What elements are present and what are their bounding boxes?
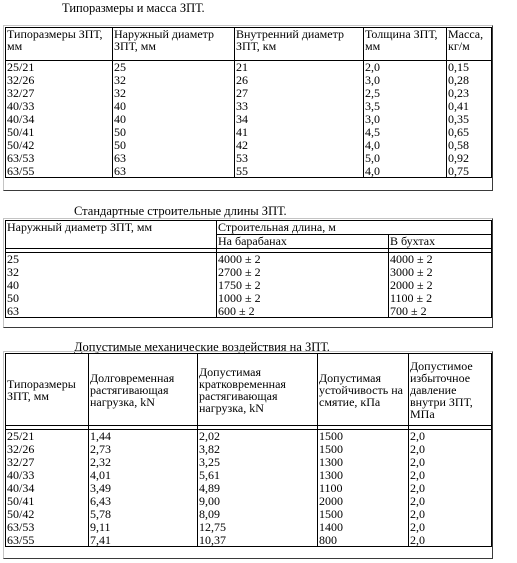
- table-row: [6, 469, 492, 482]
- table-row: [6, 292, 492, 305]
- table-cell: 63: [113, 165, 235, 178]
- table-row: [6, 279, 492, 292]
- table-cell: 2000: [318, 495, 409, 508]
- table-cell: 2700 ± 2: [217, 266, 389, 279]
- table-cell: 0,92: [447, 152, 492, 165]
- table-cell: 2,5: [364, 87, 447, 100]
- table-cell: 42: [235, 139, 364, 152]
- table-cell: 5,61: [198, 469, 318, 482]
- table-row: [6, 87, 492, 100]
- table-cell: 41: [235, 126, 364, 139]
- table-cell: 21: [235, 61, 364, 74]
- table-row: [6, 456, 492, 469]
- table-cell: 63/55: [6, 165, 113, 178]
- table3-header-short-term-load: Допустимая кратковременная растягивающая нагрузка, kN: [198, 354, 318, 426]
- table-row: [6, 113, 492, 126]
- table-cell: 2,0: [409, 508, 492, 521]
- table2-header-diameter: Наружный диаметр ЗПТ, мм: [6, 221, 217, 249]
- table-cell: 2,0: [409, 521, 492, 534]
- table2-header-drums: На барабанах: [217, 235, 389, 249]
- table2-body: [6, 253, 492, 318]
- table-cell: 2000 ± 2: [389, 279, 492, 292]
- table-cell: 63/53: [6, 521, 89, 534]
- table-cell: 27: [235, 87, 364, 100]
- table-row: [6, 152, 492, 165]
- table-cell: 2,0: [409, 534, 492, 547]
- table3: [5, 353, 492, 547]
- table-cell: 1400: [318, 521, 409, 534]
- table-row: [6, 305, 492, 318]
- table1: [5, 27, 492, 178]
- table-cell: 63/53: [6, 152, 113, 165]
- table-cell: 3000 ± 2: [389, 266, 492, 279]
- table-cell: 63: [113, 152, 235, 165]
- table-cell: 4,01: [89, 469, 198, 482]
- table-cell: 32/27: [6, 456, 89, 469]
- table-cell: 25/21: [6, 61, 113, 74]
- table-cell: 50: [6, 292, 217, 305]
- table3-header-long-term-load: Долговременная растягивающая нагрузка, kN: [89, 354, 198, 426]
- table-cell: 25: [113, 61, 235, 74]
- table-cell: 40/33: [6, 469, 89, 482]
- table-cell: 3,25: [198, 456, 318, 469]
- table-cell: 50: [113, 139, 235, 152]
- table-cell: 4,5: [364, 126, 447, 139]
- table3-header-crush-resistance: Допустимая устойчивость на смятие, кПа: [318, 354, 409, 426]
- table-row: [6, 253, 492, 266]
- table-row: [6, 534, 492, 547]
- table-cell: 50/42: [6, 508, 89, 521]
- table-cell: 2,0: [409, 482, 492, 495]
- table-cell: 7,41: [89, 534, 198, 547]
- table3-body: [6, 430, 492, 547]
- table-cell: 0,41: [447, 100, 492, 113]
- table-cell: 0,65: [447, 126, 492, 139]
- table-row: [6, 266, 492, 279]
- table2: [5, 220, 492, 318]
- table-cell: 3,49: [89, 482, 198, 495]
- table-cell: 32: [113, 74, 235, 87]
- table-cell: 4000 ± 2: [389, 253, 492, 266]
- table-cell: 1500: [318, 430, 409, 443]
- table-cell: 2,0: [409, 469, 492, 482]
- table-cell: 50: [113, 126, 235, 139]
- table-cell: 8,09: [198, 508, 318, 521]
- table-cell: 1,44: [89, 430, 198, 443]
- table-cell: 5,78: [89, 508, 198, 521]
- table-row: [6, 100, 492, 113]
- table-cell: 0,75: [447, 165, 492, 178]
- table-row: [6, 443, 492, 456]
- table-row: [6, 61, 492, 74]
- table1-header-thickness: Толщина ЗПТ, мм: [364, 28, 447, 61]
- table1-body: [6, 61, 492, 178]
- table-cell: 55: [235, 165, 364, 178]
- table-cell: 0,28: [447, 74, 492, 87]
- table-cell: 32/27: [6, 87, 113, 100]
- table-cell: 4,89: [198, 482, 318, 495]
- table-cell: 3,82: [198, 443, 318, 456]
- table-cell: 2,02: [198, 430, 318, 443]
- table-row: [6, 430, 492, 443]
- table2-header-coils: В бухтах: [389, 235, 492, 249]
- table-cell: 3,5: [364, 100, 447, 113]
- table-cell: 2,0: [409, 430, 492, 443]
- table-row: [6, 139, 492, 152]
- table1-header-outer-diameter: Наружный диаметр ЗПТ, мм: [113, 28, 235, 61]
- table-row: [6, 74, 492, 87]
- table-cell: 1300: [318, 456, 409, 469]
- table-cell: 4000 ± 2: [217, 253, 389, 266]
- table-cell: 40/34: [6, 482, 89, 495]
- table-cell: 32/26: [6, 74, 113, 87]
- table1-caption: Типоразмеры и масса ЗПТ.: [62, 1, 205, 15]
- table-cell: 50/42: [6, 139, 113, 152]
- table-cell: 3,0: [364, 74, 447, 87]
- table-row: [6, 495, 492, 508]
- table-cell: 2,0: [409, 456, 492, 469]
- table-cell: 600 ± 2: [217, 305, 389, 318]
- table-cell: 40: [113, 100, 235, 113]
- table-cell: 700 ± 2: [389, 305, 492, 318]
- table-cell: 10,37: [198, 534, 318, 547]
- table-cell: 1500: [318, 443, 409, 456]
- table-cell: 1750 ± 2: [217, 279, 389, 292]
- table-cell: 40: [6, 279, 217, 292]
- table-cell: 3,0: [364, 113, 447, 126]
- table1-header-size: Типоразмеры ЗПТ, мм: [6, 28, 113, 61]
- table-cell: 32: [6, 266, 217, 279]
- table1-header-mass: Масса, кг/м: [447, 28, 492, 61]
- table-cell: 63: [6, 305, 217, 318]
- table1-header-inner-diameter: Внутренний диаметр ЗПТ, км: [235, 28, 364, 61]
- table-cell: 9,11: [89, 521, 198, 534]
- table-cell: 25/21: [6, 430, 89, 443]
- table-cell: 50/41: [6, 495, 89, 508]
- table-cell: 800: [318, 534, 409, 547]
- table-cell: 32: [113, 87, 235, 100]
- table-cell: 1100: [318, 482, 409, 495]
- table-cell: 1300: [318, 469, 409, 482]
- table2-header-length-group: Строительная длина, м: [217, 221, 492, 235]
- table-cell: 12,75: [198, 521, 318, 534]
- table-row: [6, 126, 492, 139]
- table-cell: 40: [113, 113, 235, 126]
- table-cell: 2,0: [409, 443, 492, 456]
- table-cell: 2,0: [364, 61, 447, 74]
- table-cell: 34: [235, 113, 364, 126]
- table-cell: 0,35: [447, 113, 492, 126]
- table-cell: 53: [235, 152, 364, 165]
- table3-header-size: Типоразмеры ЗПТ, мм: [6, 354, 89, 426]
- table-cell: 4,0: [364, 139, 447, 152]
- table-cell: 5,0: [364, 152, 447, 165]
- table-cell: 1000 ± 2: [217, 292, 389, 305]
- table-cell: 50/41: [6, 126, 113, 139]
- table-cell: 0,15: [447, 61, 492, 74]
- table-cell: 0,58: [447, 139, 492, 152]
- table-cell: 6,43: [89, 495, 198, 508]
- table-row: [6, 508, 492, 521]
- table-cell: 33: [235, 100, 364, 113]
- table-cell: 2,32: [89, 456, 198, 469]
- table-cell: 9,00: [198, 495, 318, 508]
- table-cell: 1100 ± 2: [389, 292, 492, 305]
- table3-header-internal-pressure: Допустимое избыточное давление внутри ЗПТ, МПа: [409, 354, 492, 426]
- table-cell: 2,0: [409, 495, 492, 508]
- table3-caption: Допустимые механические воздействия на ЗПТ.: [74, 340, 330, 354]
- table-cell: 0,23: [447, 87, 492, 100]
- table-cell: 1500: [318, 508, 409, 521]
- table-cell: 32/26: [6, 443, 89, 456]
- table2-caption: Стандартные строительные длины ЗПТ.: [74, 204, 287, 218]
- table-cell: 2,73: [89, 443, 198, 456]
- table-row: [6, 521, 492, 534]
- table-cell: 40/33: [6, 100, 113, 113]
- table-cell: 25: [6, 253, 217, 266]
- table-cell: 40/34: [6, 113, 113, 126]
- table-cell: 26: [235, 74, 364, 87]
- table-cell: 63/55: [6, 534, 89, 547]
- table-row: [6, 482, 492, 495]
- table-row: [6, 165, 492, 178]
- table-cell: 4,0: [364, 165, 447, 178]
